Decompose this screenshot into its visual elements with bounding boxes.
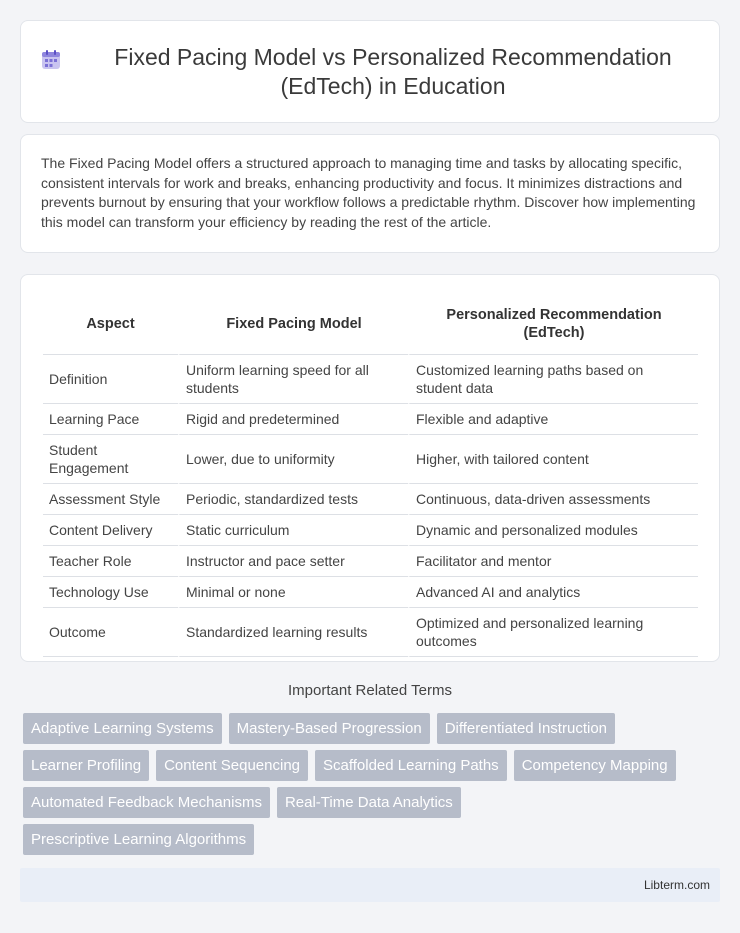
footer bbox=[20, 868, 720, 902]
row-aspect: Student Engagement bbox=[43, 435, 178, 484]
tag-prescriptive-learning-algorithms[interactable]: Prescriptive Learning Algorithms bbox=[23, 824, 254, 855]
row-fixed: Lower, due to uniformity bbox=[178, 435, 408, 484]
comparison-card bbox=[20, 274, 720, 662]
tag-row bbox=[23, 824, 723, 855]
row-fixed: Periodic, standardized tests bbox=[178, 484, 408, 515]
row-fixed: Uniform learning speed for all students bbox=[178, 355, 408, 404]
row-personalized: Advanced AI and analytics bbox=[408, 577, 698, 608]
title-card bbox=[20, 20, 720, 123]
row-personalized: Higher, with tailored content bbox=[408, 435, 698, 484]
table-row bbox=[43, 435, 698, 484]
related-terms-list bbox=[23, 713, 723, 861]
row-fixed: Instructor and pace setter bbox=[178, 546, 408, 577]
tag-row bbox=[23, 750, 723, 781]
footer-site-link[interactable]: Libterm.com bbox=[643, 878, 710, 892]
tag-content-sequencing[interactable]: Content Sequencing bbox=[156, 750, 308, 781]
row-aspect: Content Delivery bbox=[43, 515, 178, 546]
tag-adaptive-learning-systems[interactable]: Adaptive Learning Systems bbox=[23, 713, 222, 744]
related-terms-heading: Important Related Terms bbox=[288, 682, 452, 699]
table-row bbox=[43, 404, 698, 435]
tag-row bbox=[23, 787, 723, 818]
row-aspect: Technology Use bbox=[43, 577, 178, 608]
row-personalized: Dynamic and personalized modules bbox=[408, 515, 698, 546]
row-fixed: Standardized learning results bbox=[178, 608, 408, 657]
tag-learner-profiling[interactable]: Learner Profiling bbox=[23, 750, 149, 781]
tag-differentiated-instruction[interactable]: Differentiated Instruction bbox=[437, 713, 615, 744]
header-fixed-pacing: Fixed Pacing Model bbox=[178, 293, 408, 355]
row-personalized: Customized learning paths based on student data bbox=[408, 355, 698, 404]
intro-card bbox=[20, 134, 720, 253]
tag-mastery-based-progression[interactable]: Mastery-Based Progression bbox=[229, 713, 430, 744]
table-row bbox=[43, 546, 698, 577]
row-aspect: Definition bbox=[43, 355, 178, 404]
row-personalized: Optimized and personalized learning outcomes bbox=[408, 608, 698, 657]
title-wrapper bbox=[40, 43, 700, 101]
row-aspect: Assessment Style bbox=[43, 484, 178, 515]
tag-competency-mapping[interactable]: Competency Mapping bbox=[514, 750, 676, 781]
header-aspect: Aspect bbox=[43, 293, 178, 355]
row-aspect: Teacher Role bbox=[43, 546, 178, 577]
tag-automated-feedback-mechanisms[interactable]: Automated Feedback Mechanisms bbox=[23, 787, 270, 818]
calendar-icon bbox=[40, 49, 62, 71]
row-fixed: Minimal or none bbox=[178, 577, 408, 608]
row-fixed: Rigid and predetermined bbox=[178, 404, 408, 435]
tag-real-time-data-analytics[interactable]: Real-Time Data Analytics bbox=[277, 787, 461, 818]
tag-row bbox=[23, 713, 723, 744]
comparison-table bbox=[43, 293, 698, 657]
row-personalized: Continuous, data-driven assessments bbox=[408, 484, 698, 515]
page-title: Fixed Pacing Model vs Personalized Recommendation (EdTech) in Education bbox=[114, 43, 672, 99]
table-row bbox=[43, 608, 698, 657]
row-fixed: Static curriculum bbox=[178, 515, 408, 546]
row-personalized: Facilitator and mentor bbox=[408, 546, 698, 577]
intro-paragraph: The Fixed Pacing Model offers a structured approach to managing time and tasks by allocating specific, consistent intervals for work and breaks, enhancing productivity and focus. It minimizes distractions and prevents burnout by ensuring that your workflow follows a predictable rhythm. Discover how implementing this model can transform your efficiency by reading the rest of the article. bbox=[41, 155, 696, 230]
table-row bbox=[43, 515, 698, 546]
table-row bbox=[43, 577, 698, 608]
row-aspect: Learning Pace bbox=[43, 404, 178, 435]
row-personalized: Flexible and adaptive bbox=[408, 404, 698, 435]
row-aspect: Outcome bbox=[43, 608, 178, 657]
table-row bbox=[43, 355, 698, 404]
table-header-row bbox=[43, 293, 698, 355]
table-row bbox=[43, 484, 698, 515]
tag-scaffolded-learning-paths[interactable]: Scaffolded Learning Paths bbox=[315, 750, 507, 781]
header-personalized: Personalized Recommendation (EdTech) bbox=[408, 293, 698, 355]
